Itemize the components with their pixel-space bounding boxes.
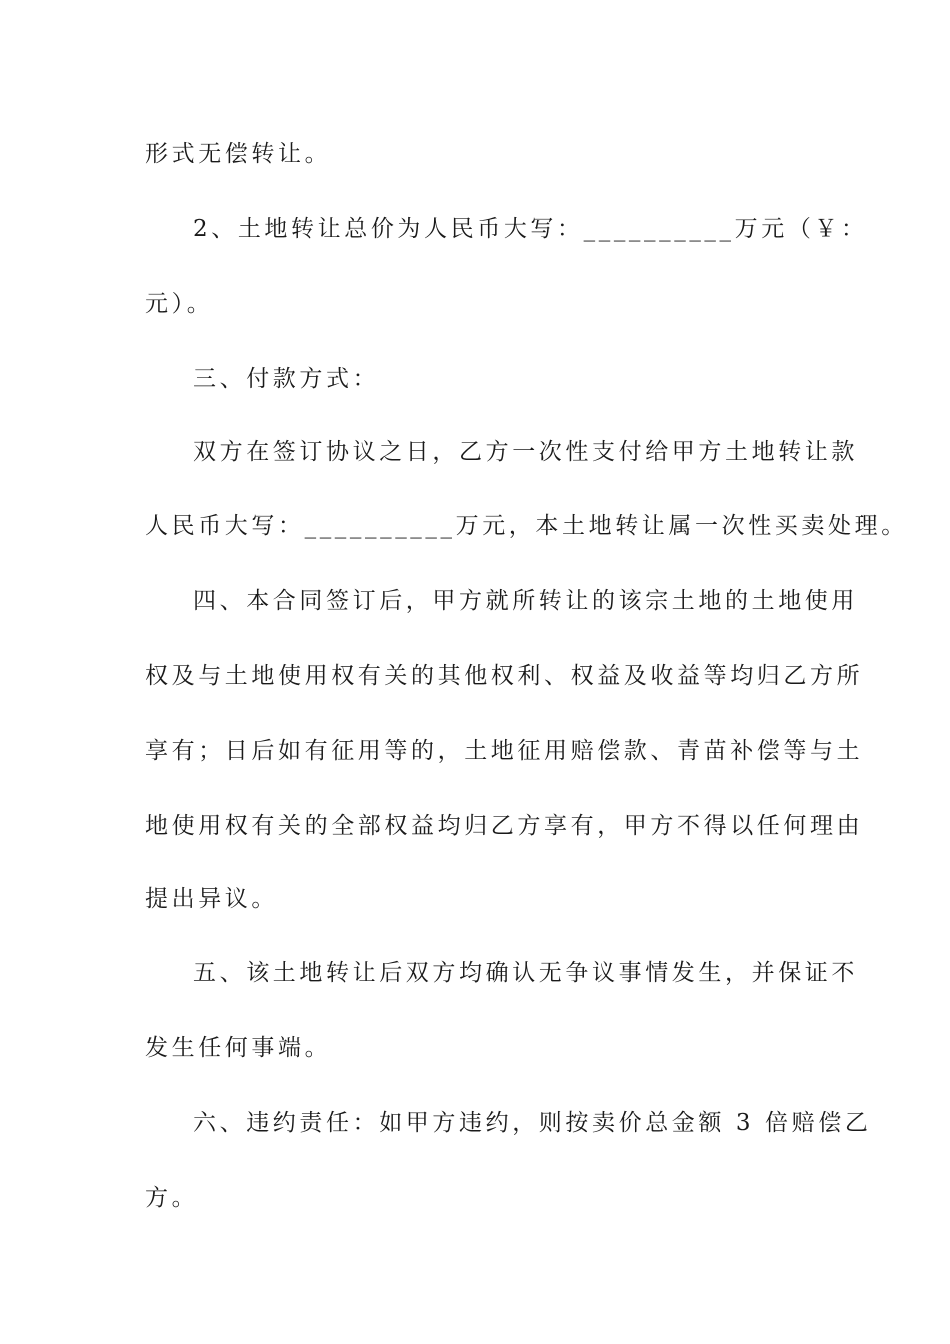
text-line: 六、违约责任：如甲方违约，则按卖价总金额 3 倍赔偿乙 <box>193 1110 872 1136</box>
text-line: 四、本合同签订后，甲方就所转让的该宗土地的土地使用 <box>193 588 858 614</box>
text-line: 双方在签订协议之日，乙方一次性支付给甲方土地转让款 <box>193 439 858 465</box>
text-line: 五、该土地转让后双方均确认无争议事情发生，并保证不 <box>193 960 858 986</box>
text-line: 提出异议。 <box>145 886 278 912</box>
text-line: 元）。 <box>145 291 214 317</box>
text-line: 地使用权有关的全部权益均归乙方享有，甲方不得以任何理由 <box>145 813 864 839</box>
text-line: 享有；日后如有征用等的，土地征用赔偿款、青苗补偿等与土 <box>145 738 864 764</box>
section-heading: 三、付款方式： <box>193 366 380 392</box>
text-line: 形式无偿转让。 <box>145 141 332 167</box>
text-line: 人民币大写：__________万元，本土地转让属一次性买卖处理。 <box>145 513 908 539</box>
text-line: 发生任何事端。 <box>145 1035 332 1061</box>
text-line: 方。 <box>145 1185 199 1211</box>
text-line: 权及与土地使用权有关的其他权利、权益及收益等均归乙方所 <box>145 663 864 689</box>
text-line: 2、土地转让总价为人民币大写：__________万元（￥： <box>193 216 868 242</box>
